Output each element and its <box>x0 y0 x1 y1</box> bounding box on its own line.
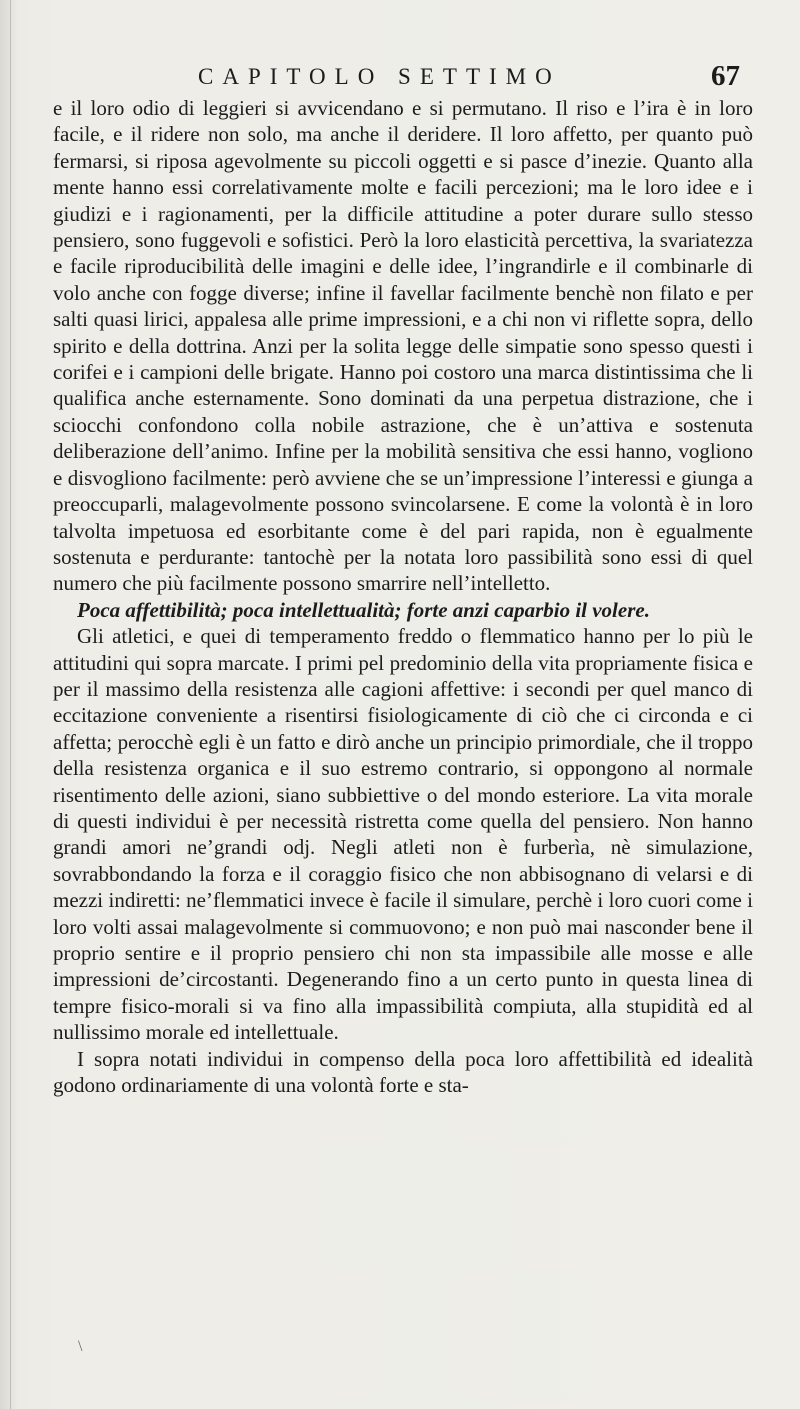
paragraph-1: e il loro odio di leggieri si avvicendano e si permutano. Il riso e l’ira è in loro facile, e il ridere non solo, ma anche il deridere. Il loro affetto, per quanto può fermarsi, si riposa agevolmente su piccoli oggetti e si pasce d’inezie. Quanto alla mente hanno essi correlativamente molte e facili percezioni; ma le loro idee e i giudizi e i ragionamenti, per la difficile attitudine a poter durare sullo stesso pensiero, sono fuggevoli e sofistici. Però la loro elasticità percettiva, la svariatezza e facile riproducibilità delle imagini e delle idee, l’ingrandirle e il combinarle di volo anche con fogge diverse; infine il favellar facilmente benchè non filato e per salti quasi lirici, appalesa alle prime impressioni, e a chi non vi riflette sopra, dello spirito e della dottrina. Anzi per la solita legge delle simpatie sono spesso questi i corifei e i campioni delle brigate. Hanno poi costoro una marca distintissima che li qualifica anche esternamente. Sono dominati da una perpetua distrazione, che i sciocchi confondono colla nobile astrazione, che è un’attiva e sostenuta deliberazione dell’animo. Infine per la mobilità sensitiva che essi hanno, vogliono e disvogliono facilmente: però avviene che se un’impressione l’interessi e giunga a preoccuparli, malagevolmente possono svincolarsene. E come la volontà è in loro talvolta impetuosa ed esorbitante come è del pari rapida, non è egualmente sostenuta e perdurante: tantochè per la notata loro passibilità sono essi di quel numero che più facilmente possono smarrire nell’intelletto. <box>53 96 753 596</box>
page-number: 67 <box>711 60 740 92</box>
body-text <box>53 95 753 1098</box>
running-head: CAPITOLO SETTIMO <box>198 64 561 89</box>
page-header <box>80 60 740 100</box>
page-edge <box>10 0 11 1409</box>
section-heading: Poca affettibilità; poca intellettualità; forte anzi caparbio il volere. <box>77 597 650 622</box>
stray-mark: \ <box>78 1338 83 1355</box>
paragraph-2: Gli atletici, e quei di temperamento freddo o flemmatico hanno per lo più le attitudini qui sopra marcate. I primi pel predominio della vita propriamente fisica e per il massimo della resistenza alle cagioni affettive: i secondi per quel manco di eccitazione conveniente a risentirsi fisiologicamente di ciò che ci circonda e ci affetta; perocchè egli è un fatto e dirò anche un principio primordiale, che il troppo della resistenza organica e il suo estremo contrario, si oppongono al normale risentimento delle azioni, siano subbiettive o del mondo esteriore. La vita morale di questi individui è per necessità ristretta come quella del pensiero. Non hanno grandi amori ne’grandi odj. Negli atleti non è furberìa, nè simulazione, sovrabbondando la forza e il coraggio fisico che non abbisognano di velarsi e di mezzi indiretti: ne’flemmatici invece è facile il simulare, perchè i loro cuori come i loro volti assai malagevolmente si commuovono; e non può mai nasconder bene il proprio sentire e il proprio pensiero chi non sta impassibile alle mosse e alle impressioni de’circostanti. Degenerando fino a un certo punto in questa linea di tempre fisico-morali si va fino alla impassibilità compiuta, alla stupidità ed al nullissimo morale ed intellettuale. <box>53 624 753 1045</box>
paragraph-3: I sopra notati individui in compenso della poca loro affettibilità ed idealità godono ordinariamente di una volontà forte e sta- <box>53 1046 753 1098</box>
